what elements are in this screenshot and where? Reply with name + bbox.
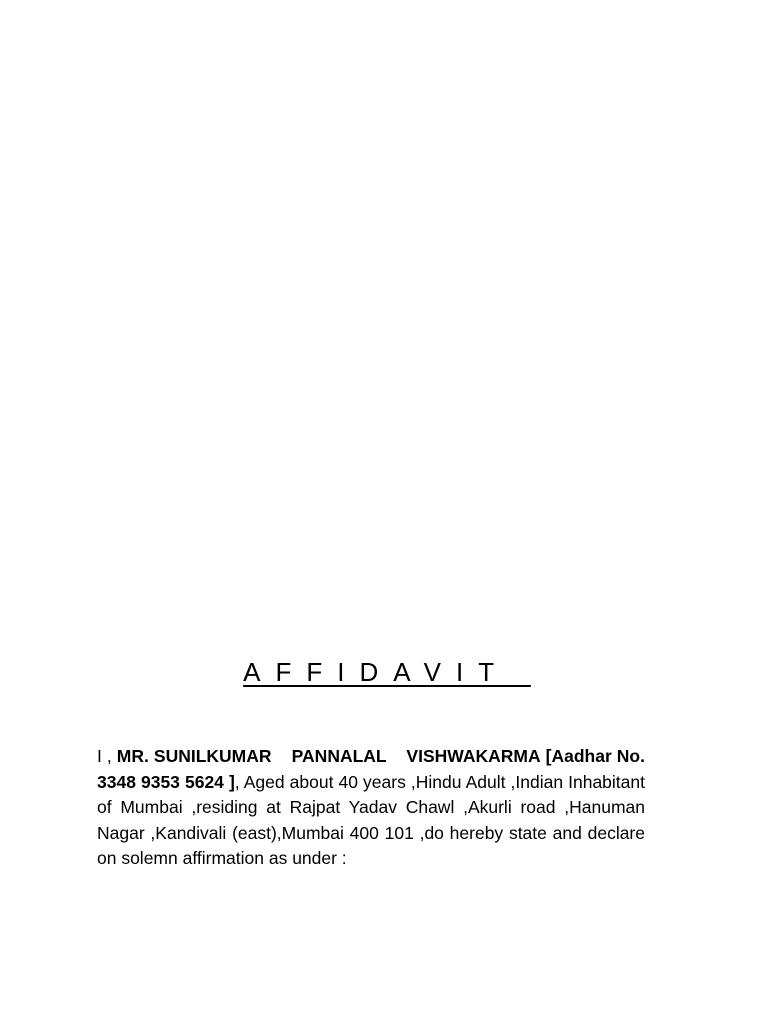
paragraph-lead: I , [97, 746, 117, 766]
aadhar-number: [Aadhar No. 3348 9353 5624 ] [97, 746, 645, 792]
declarant-name: MR. SUNILKUMAR PANNALAL VISHWAKARMA [116, 746, 541, 766]
declaration-paragraph [97, 744, 645, 872]
affidavit-heading: AFFIDAVIT [243, 657, 531, 687]
document-title [0, 652, 768, 692]
paragraph-rest: , Aged about 40 years ,Hindu Adult ,Indian Inhabitant of Mumbai ,residing at Rajpat Yadav Chawl ,Akurli road ,Hanuman Nagar ,Kandivali (east),Mumbai 400 101 ,do hereby state and declare on solemn affirmation as under : [97, 771, 645, 868]
